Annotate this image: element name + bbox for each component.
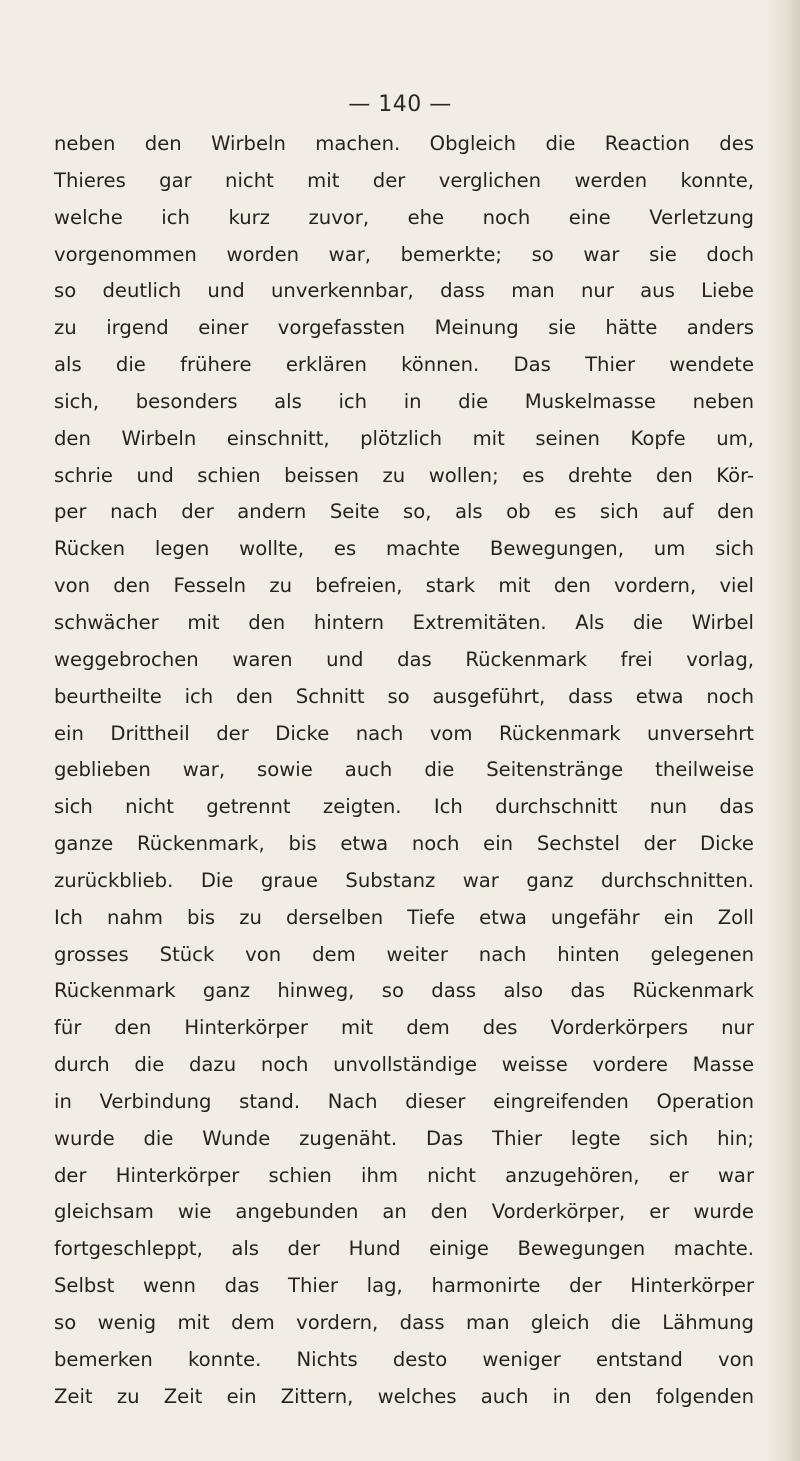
text-line: in Verbindung stand. Nach dieser eingreifenden Operation <box>54 1089 754 1113</box>
text-line: sich, besonders als ich in die Muskelmasse neben <box>54 389 754 413</box>
page-number-header: — 140 — <box>348 92 452 117</box>
text-line: so wenig mit dem vordern, dass man gleich die Lähmung <box>54 1311 754 1334</box>
text-line: durch die dazu noch unvollständige weisse vordere Masse <box>54 1053 754 1077</box>
text-line: von den Fesseln zu befreien, stark mit den vordern, viel <box>54 574 754 598</box>
body-text <box>54 126 754 1416</box>
text-line: zurückblieb. Die graue Substanz war ganz durchschnitten. <box>54 868 754 892</box>
text-line: Ich nahm bis zu derselben Tiefe etwa ungefähr ein Zoll <box>54 905 754 929</box>
text-line: Rückenmark ganz hinweg, so dass also das Rückenmark <box>54 979 754 1003</box>
text-line: so deutlich und unverkennbar, dass man nur aus Liebe <box>54 279 754 303</box>
text-line: für den Hinterkörper mit dem des Vorderkörpers nur <box>54 1016 754 1040</box>
text-line: geblieben war, sowie auch die Seitenstränge theilweise <box>54 758 754 782</box>
text-line: neben den Wirbeln machen. Obgleich die Reaction des <box>54 132 754 155</box>
text-line: wurde die Wunde zugenäht. Das Thier legte sich hin; <box>54 1126 754 1150</box>
text-line: Thieres gar nicht mit der verglichen werden konnte, <box>54 168 754 192</box>
text-line: Rücken legen wollte, es machte Bewegungen, um sich <box>54 537 754 561</box>
text-line: zu irgend einer vorgefassten Meinung sie hätte anders <box>54 316 754 340</box>
text-line: beurtheilte ich den Schnitt so ausgeführt, dass etwa noch <box>54 684 754 708</box>
text-line: sich nicht getrennt zeigten. Ich durchschnitt nun das <box>54 795 754 819</box>
text-line: ein Drittheil der Dicke nach vom Rückenmark unversehrt <box>54 721 754 745</box>
text-line: fortgeschleppt, als der Hund einige Bewegungen machte. <box>54 1237 754 1261</box>
text-line: vorgenommen worden war, bemerkte; so war sie doch <box>54 242 754 266</box>
text-line: welche ich kurz zuvor, ehe noch eine Verletzung <box>54 205 754 229</box>
text-line: schrie und schien beissen zu wollen; es drehte den Kör- <box>54 463 754 487</box>
text-line: per nach der andern Seite so, als ob es sich auf den <box>54 500 754 524</box>
text-line: gleichsam wie angebunden an den Vorderkörper, er wurde <box>54 1200 754 1224</box>
text-line: Selbst wenn das Thier lag, harmonirte der Hinterkörper <box>54 1274 754 1298</box>
text-line: als die frühere erklären können. Das Thier wendete <box>54 353 754 377</box>
text-line: Zeit zu Zeit ein Zittern, welches auch in den folgenden <box>54 1384 754 1408</box>
text-line: grosses Stück von dem weiter nach hinten gelegenen <box>54 942 754 966</box>
page-edge-shadow <box>766 0 800 1461</box>
text-line: bemerken konnte. Nichts desto weniger entstand von <box>54 1347 754 1371</box>
text-line: der Hinterkörper schien ihm nicht anzugehören, er war <box>54 1163 754 1187</box>
text-line: ganze Rückenmark, bis etwa noch ein Sechstel der Dicke <box>54 832 754 856</box>
text-line: weggebrochen waren und das Rückenmark frei vorlag, <box>54 647 754 671</box>
text-line: schwächer mit den hintern Extremitäten. Als die Wirbel <box>54 610 754 634</box>
text-line: den Wirbeln einschnitt, plötzlich mit seinen Kopfe um, <box>54 426 754 450</box>
